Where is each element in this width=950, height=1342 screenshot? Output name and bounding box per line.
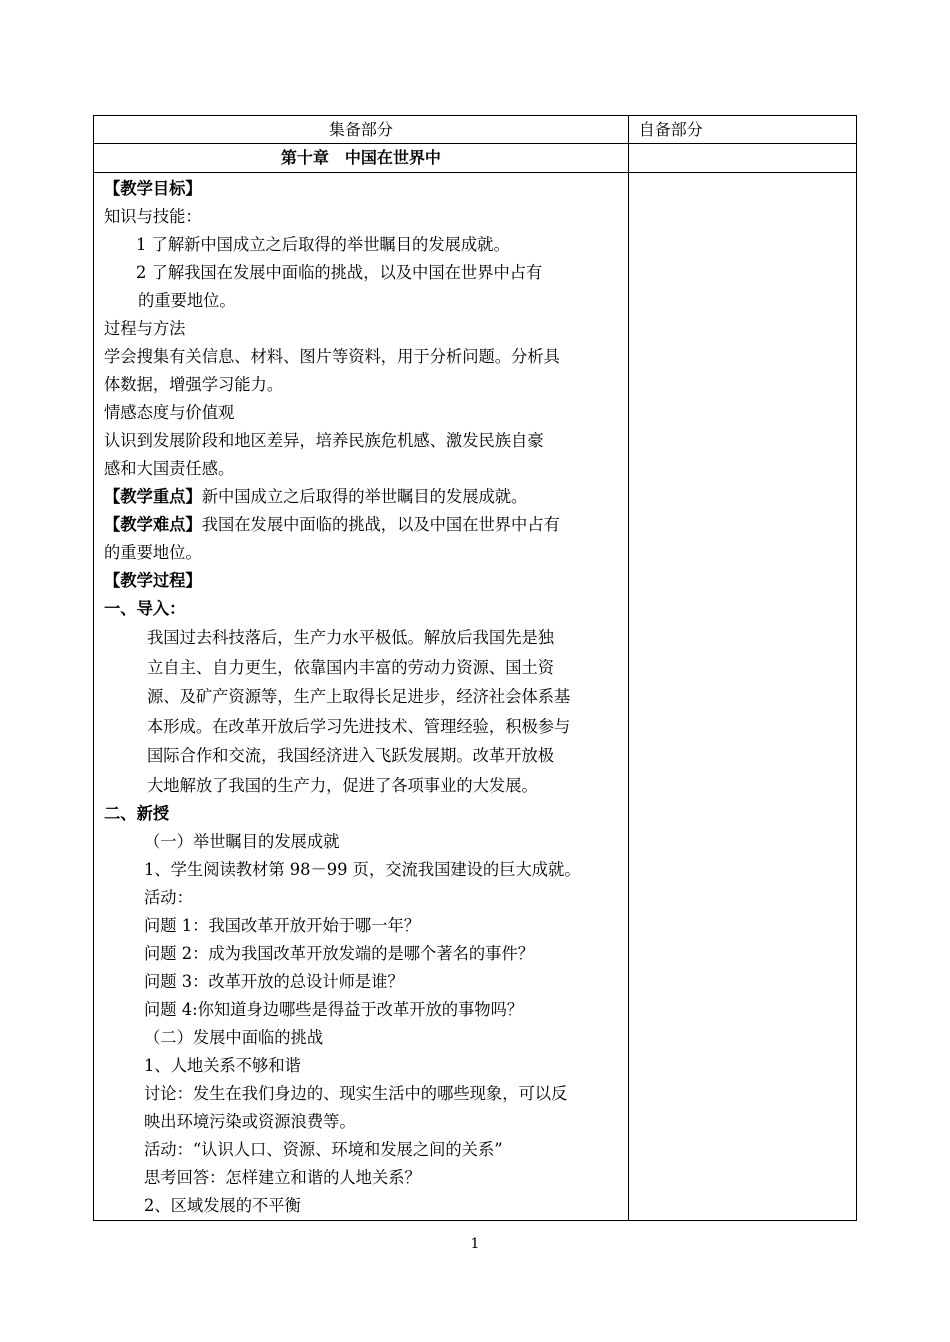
paragraph-line: 体数据，增强学习能力。 [104,375,284,394]
self-prep-cell [628,173,856,1221]
lesson-plan-table [93,115,857,1221]
intro-paragraph [104,623,620,800]
objective-line: 2 了解我国在发展中面临的挑战，以及中国在世界中占有 [136,263,543,282]
header-shared-prep: 集备部分 [94,116,629,144]
section-new-lesson: 二、新授 [104,804,170,823]
subsection-title: （一）举世瞩目的发展成就 [144,832,340,851]
paragraph-line: 1、人地关系不够和谐 [144,1056,301,1075]
question-line: 问题 2：成为我国改革开放发端的是哪个著名的事件？ [144,944,535,963]
paragraph-line: 国际合作和交流，我国经济进入飞跃发展期。改革开放极 [147,746,555,765]
paragraph-line: 我国过去科技落后，生产力水平极低。解放后我国先是独 [147,628,555,647]
paragraph-line: 讨论：发生在我们身边的、现实生活中的哪些现象，可以反 [144,1084,568,1103]
title-right-cell [628,144,856,173]
subheading-knowledge: 知识与技能： [104,207,202,226]
paragraph-line: 映出环境污染或资源浪费等。 [144,1112,356,1131]
difficulty-line [104,511,620,539]
paragraph-line: 活动：“认识人口、资源、环境和发展之间的关系” [144,1140,503,1159]
paragraph-line: 的重要地位。 [104,543,202,562]
heading-objectives: 【教学目标】 [104,179,202,198]
paragraph-line: 本形成。在改革开放后学习先进技术、管理经验，积极参与 [147,716,571,736]
difficulty-text: 我国在发展中面临的挑战，以及中国在世界中占有 [201,515,560,534]
heading-key-point: 【教学重点】 [104,487,202,506]
subheading-process: 过程与方法 [104,319,186,338]
paragraph-line: 1、学生阅读教材第 98－99 页，交流我国建设的巨大成就。 [144,860,581,879]
paragraph-line: 立自主、自力更生，依靠国内丰富的劳动力资源、国土资 [147,657,555,677]
page-number: 1 [470,1236,480,1252]
paragraph-line: 源、及矿产资源等，生产上取得长足进步，经济社会体系基 [147,687,571,706]
chapter-title: 第十章 中国在世界中 [94,144,629,173]
objective-line: 1 了解新中国成立之后取得的举世瞩目的发展成就。 [136,235,510,254]
question-line: 问题 4:你知道身边哪些是得益于改革开放的事物吗？ [144,1000,524,1019]
lesson-content-cell [94,173,629,1221]
activity-label: 活动： [144,888,193,907]
lesson-content [94,173,628,1220]
paragraph-line: 学会搜集有关信息、材料、图片等资料，用于分析问题。分析具 [104,347,560,366]
paragraph-line: 大地解放了我国的生产力，促进了各项事业的大发展。 [147,775,538,795]
heading-process: 【教学过程】 [104,571,202,590]
paragraph-line: 认识到发展阶段和地区差异，培养民族危机感、激发民族自豪 [104,431,544,450]
paragraph-line: 感和大国责任感。 [104,459,235,478]
objective-line: 的重要地位。 [138,291,236,310]
header-self-prep: 自备部分 [628,116,856,144]
paragraph-line: 思考回答：怎样建立和谐的人地关系？ [144,1168,421,1187]
section-intro: 一、导入： [104,599,186,618]
paragraph-line: 2、区域发展的不平衡 [144,1196,301,1215]
question-line: 问题 1：我国改革开放开始于哪一年？ [144,916,421,935]
heading-difficulty: 【教学难点】 [104,515,202,534]
subsection-title: （二）发展中面临的挑战 [144,1028,324,1047]
key-point-text: 新中国成立之后取得的举世瞩目的发展成就。 [201,487,528,506]
question-line: 问题 3：改革开放的总设计师是谁？ [144,972,404,991]
key-point-line [104,483,620,511]
subheading-attitude: 情感态度与价值观 [104,403,235,422]
